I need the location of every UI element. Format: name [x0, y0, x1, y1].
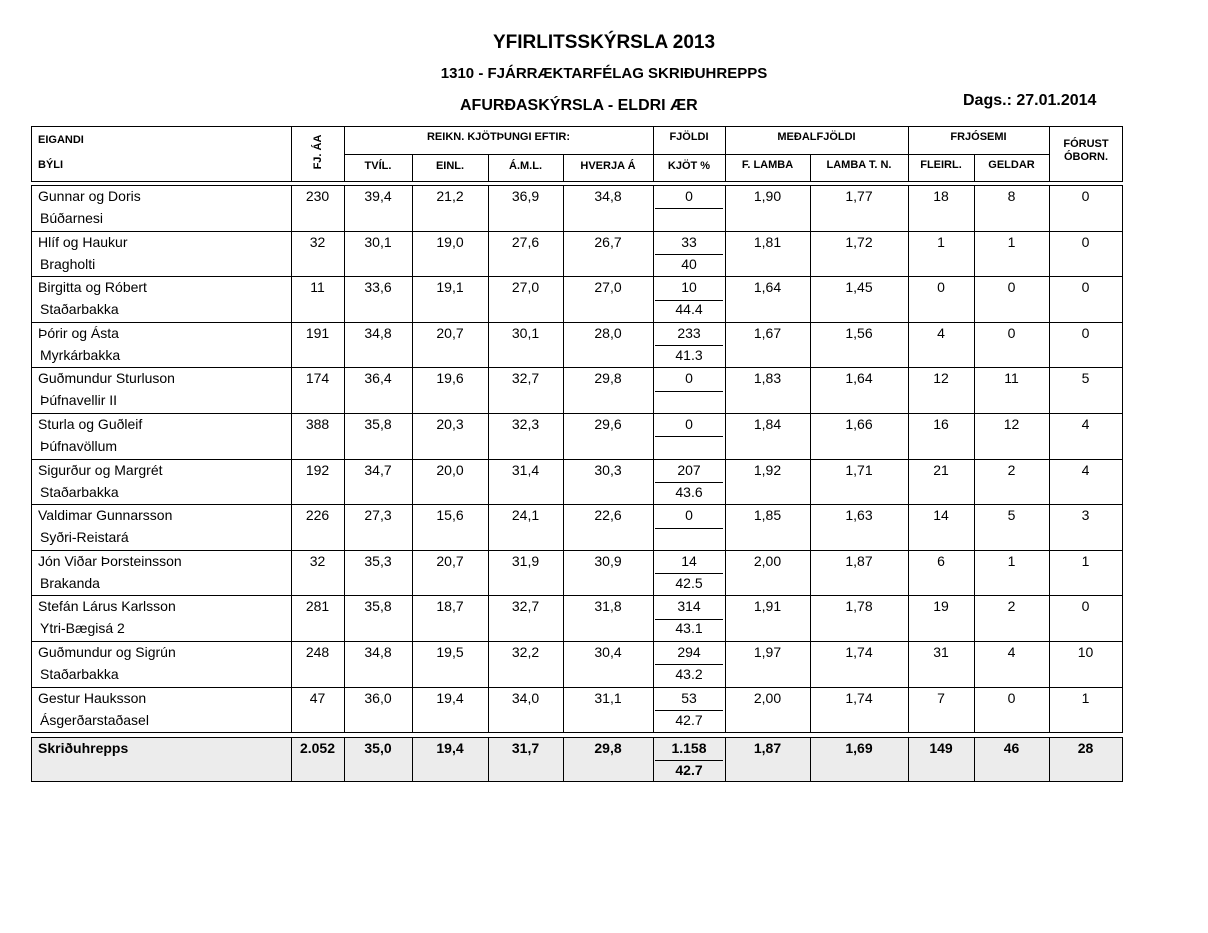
header-oborn: ÓBORN.	[1064, 151, 1108, 163]
divider	[655, 760, 723, 761]
report-date: Dags.: 27.01.2014	[963, 92, 1097, 109]
cell-hverja: 31,8	[594, 598, 622, 615]
header-aml: Á.M.L.	[509, 160, 542, 172]
cell-fj: 192	[305, 461, 330, 478]
header-lambatn: LAMBA T. N.	[826, 159, 892, 171]
owner-name: Guðmundur og Sigrún	[38, 644, 176, 660]
cell-hverja: 22,6	[594, 507, 622, 524]
cell-kjot: 42.5	[675, 574, 703, 591]
cell-geldar: 12	[1003, 416, 1020, 432]
cell-hverja: 30,4	[594, 644, 622, 660]
owner-name: Jón Viðar Þorsteinsson	[38, 552, 182, 569]
header-eigandi: EIGANDI	[38, 134, 84, 146]
divider	[655, 528, 723, 529]
cell-fjoldi: 14	[681, 552, 697, 569]
cell-aml: 32,3	[511, 416, 540, 432]
cell-tvil: 30,1	[364, 233, 392, 250]
cell-fj: 191	[305, 324, 330, 341]
cell-geldar: 4	[1007, 644, 1016, 660]
cell-forust: 0	[1081, 188, 1090, 204]
owner-name: Guðmundur Sturluson	[38, 370, 175, 387]
farm-name: Staðarbakka	[40, 483, 119, 500]
cell-flamba: 1,92	[753, 461, 782, 478]
divider	[655, 391, 723, 392]
farm-name: Staðarbakka	[40, 301, 119, 318]
cell-fleirl: 6	[937, 552, 945, 569]
cell-fj: 230	[305, 188, 330, 204]
cell-flamba: 1,90	[753, 188, 782, 204]
cell-fleirl: 7	[937, 689, 945, 706]
cell-einl: 15,6	[436, 507, 464, 524]
cell-geldar: 0	[1007, 689, 1016, 706]
cell-fjoldi: 0	[685, 188, 693, 204]
cell-hverja: 26,7	[594, 233, 622, 250]
cell-tvil: 35,3	[364, 552, 392, 569]
header-forust: FÓRUST	[1063, 138, 1109, 150]
farm-name: Syðri-Reistará	[40, 529, 129, 546]
farm-name: Myrkárbakka	[40, 346, 121, 363]
cell-lambatn: 1,64	[845, 370, 873, 387]
cell-fjoldi: 53	[681, 689, 697, 706]
cell-flamba: 1,81	[753, 233, 782, 250]
farm-name: Þúfnavöllum	[40, 438, 118, 454]
cell-fleirl: 14	[933, 507, 949, 524]
owner-name: Gunnar og Doris	[38, 188, 141, 204]
cell-flamba: 1,64	[753, 279, 782, 296]
cell-forust: 3	[1081, 507, 1090, 524]
farm-name: Ytri-Bægisá 2	[40, 620, 125, 637]
cell-tvil: 35,0	[364, 740, 392, 756]
cell-fj: 174	[305, 370, 330, 387]
cell-tvil: 34,8	[364, 324, 392, 341]
cell-geldar: 11	[1004, 370, 1019, 387]
owner-name: Birgitta og Róbert	[38, 279, 147, 296]
cell-tvil: 36,4	[364, 370, 392, 387]
cell-aml: 30,1	[511, 324, 540, 341]
cell-tvil: 36,0	[364, 689, 392, 706]
cell-einl: 20,3	[436, 416, 464, 432]
cell-einl: 20,7	[436, 324, 464, 341]
owner-name: Sturla og Guðleif	[38, 416, 143, 432]
cell-einl: 19,6	[436, 370, 464, 387]
cell-fj: 2.052	[299, 740, 336, 756]
cell-fj: 32	[309, 552, 326, 569]
cell-fleirl: 31	[933, 644, 949, 660]
cell-forust: 4	[1081, 461, 1090, 478]
header-kjot: KJÖT %	[667, 160, 711, 172]
cell-fj: 388	[305, 416, 330, 432]
cell-hverja: 31,1	[594, 689, 622, 706]
cell-lambatn: 1,71	[845, 461, 873, 478]
cell-fj: 226	[305, 507, 330, 524]
cell-fleirl: 4	[937, 324, 945, 341]
cell-fjoldi: 0	[685, 370, 693, 387]
cell-lambatn: 1,69	[845, 740, 873, 756]
cell-flamba: 2,00	[753, 552, 782, 569]
cell-fleirl: 149	[929, 740, 953, 756]
cell-fjoldi: 314	[677, 598, 701, 615]
cell-geldar: 1	[1007, 233, 1016, 250]
cell-flamba: 1,97	[753, 644, 782, 660]
cell-kjot: 43.2	[675, 666, 703, 682]
cell-kjot: 43.6	[675, 483, 703, 500]
cell-forust: 0	[1081, 233, 1090, 250]
cell-einl: 19,0	[436, 233, 464, 250]
report-subtitle: 1310 - FJÁRRÆKTARFÉLAG SKRIÐUHREPPS	[440, 65, 768, 82]
cell-forust: 10	[1077, 644, 1094, 660]
cell-lambatn: 1,63	[845, 507, 873, 524]
cell-kjot: 40	[681, 255, 697, 272]
owner-name: Sigurður og Margrét	[38, 461, 163, 478]
header-reikn: REIKN. KJÖTÞUNGI EFTIR:	[426, 131, 570, 143]
cell-tvil: 35,8	[364, 416, 392, 432]
cell-hverja: 30,9	[594, 552, 622, 569]
cell-kjot: 44.4	[675, 301, 703, 318]
header-byli: BÝLI	[38, 159, 64, 171]
owner-name: Stefán Lárus Karlsson	[38, 598, 176, 615]
cell-geldar: 2	[1007, 598, 1016, 615]
cell-forust: 1	[1081, 552, 1090, 569]
owner-name: Valdimar Gunnarsson	[38, 507, 173, 524]
cell-fleirl: 21	[933, 461, 949, 478]
farm-name: Ásgerðarstaðasel	[40, 711, 149, 728]
cell-einl: 21,2	[436, 188, 464, 204]
cell-flamba: 1,91	[753, 598, 782, 615]
cell-kjot: 41.3	[675, 346, 703, 363]
farm-name: Búðarnesi	[40, 210, 104, 226]
cell-hverja: 27,0	[594, 279, 622, 296]
farm-name: Þúfnavellir II	[40, 392, 118, 409]
cell-flamba: 1,87	[753, 740, 782, 756]
cell-aml: 27,6	[511, 233, 540, 250]
cell-fjoldi: 33	[681, 233, 697, 250]
cell-fleirl: 12	[933, 370, 949, 387]
owner-name: Gestur Hauksson	[38, 689, 147, 706]
report-title: YFIRLITSSKÝRSLA 2013	[492, 32, 716, 53]
cell-aml: 32,7	[511, 598, 540, 615]
cell-einl: 19,4	[436, 689, 464, 706]
owner-name: Hlíf og Haukur	[38, 233, 128, 250]
cell-fj: 32	[309, 233, 326, 250]
divider	[655, 208, 723, 209]
cell-fjoldi: 0	[685, 416, 693, 432]
cell-aml: 34,0	[511, 689, 540, 706]
cell-kjot: 42.7	[675, 762, 703, 778]
cell-hverja: 34,8	[594, 188, 622, 204]
cell-aml: 32,7	[511, 370, 540, 387]
cell-hverja: 30,3	[594, 461, 622, 478]
cell-fj: 11	[310, 279, 325, 296]
header-geldar: GELDAR	[988, 159, 1035, 171]
cell-tvil: 27,3	[364, 507, 392, 524]
cell-flamba: 2,00	[753, 689, 782, 706]
cell-forust: 0	[1081, 598, 1090, 615]
cell-hverja: 29,8	[594, 740, 622, 756]
cell-fleirl: 19	[933, 598, 949, 615]
cell-tvil: 35,8	[364, 598, 392, 615]
cell-fjoldi: 233	[677, 324, 701, 341]
cell-lambatn: 1,87	[845, 552, 873, 569]
cell-hverja: 29,8	[594, 370, 622, 387]
cell-kjot: 42.7	[675, 711, 703, 728]
cell-lambatn: 1,77	[845, 188, 873, 204]
cell-flamba: 1,67	[753, 324, 782, 341]
cell-flamba: 1,84	[753, 416, 782, 432]
cell-lambatn: 1,74	[845, 689, 873, 706]
cell-tvil: 39,4	[364, 188, 392, 204]
cell-geldar: 46	[1003, 740, 1020, 756]
cell-aml: 36,9	[511, 188, 540, 204]
divider	[344, 154, 1049, 155]
cell-forust: 5	[1081, 370, 1090, 387]
cell-einl: 19,1	[436, 279, 464, 296]
cell-forust: 28	[1077, 740, 1094, 756]
cell-fleirl: 1	[937, 233, 945, 250]
cell-lambatn: 1,45	[845, 279, 873, 296]
owner-name: Skriðuhrepps	[38, 740, 129, 756]
cell-tvil: 33,6	[364, 279, 392, 296]
divider	[655, 436, 723, 437]
header-medal: MEÐALFJÖLDI	[777, 131, 856, 143]
cell-aml: 27,0	[511, 279, 540, 296]
cell-forust: 0	[1081, 324, 1090, 341]
cell-hverja: 29,6	[594, 416, 622, 432]
header-hverja: HVERJA Á	[580, 160, 636, 172]
cell-geldar: 8	[1007, 188, 1016, 204]
cell-geldar: 5	[1007, 507, 1016, 524]
cell-aml: 31,9	[511, 552, 540, 569]
cell-fjoldi: 0	[685, 507, 693, 524]
cell-fleirl: 16	[933, 416, 949, 432]
cell-flamba: 1,85	[753, 507, 782, 524]
cell-lambatn: 1,74	[845, 644, 873, 660]
header-fj-aa: FJ. ÁA	[312, 134, 324, 170]
cell-lambatn: 1,56	[845, 324, 873, 341]
header-frjosemi: FRJÓSEMI	[950, 131, 1007, 143]
cell-flamba: 1,83	[753, 370, 782, 387]
cell-tvil: 34,8	[364, 644, 392, 660]
cell-tvil: 34,7	[364, 461, 392, 478]
header-flamba: F. LAMBA	[741, 159, 794, 171]
cell-geldar: 2	[1007, 461, 1016, 478]
cell-fjoldi: 294	[677, 644, 701, 660]
divider	[291, 126, 292, 182]
cell-lambatn: 1,78	[845, 598, 873, 615]
cell-aml: 24,1	[511, 507, 540, 524]
cell-einl: 20,0	[436, 461, 464, 478]
cell-kjot: 43.1	[675, 620, 703, 637]
cell-forust: 0	[1081, 279, 1090, 296]
farm-name: Staðarbakka	[40, 666, 119, 682]
owner-name: Þórir og Ásta	[38, 324, 119, 341]
cell-geldar: 1	[1007, 552, 1016, 569]
header-einl: EINL.	[435, 160, 465, 172]
cell-forust: 4	[1081, 416, 1090, 432]
cell-fj: 248	[305, 644, 330, 660]
header-tvil: TVÍL.	[364, 160, 392, 172]
farm-name: Brakanda	[40, 574, 100, 591]
cell-fleirl: 18	[933, 188, 949, 204]
cell-einl: 20,7	[436, 552, 464, 569]
cell-fj: 47	[309, 689, 326, 706]
cell-aml: 31,4	[511, 461, 540, 478]
cell-aml: 31,7	[511, 740, 540, 756]
header-fleirl: FLEIRL.	[920, 159, 962, 171]
cell-fjoldi: 1.158	[671, 740, 707, 756]
cell-lambatn: 1,66	[845, 416, 873, 432]
header-fjoldi: FJÖLDI	[669, 131, 709, 143]
cell-forust: 1	[1081, 689, 1090, 706]
cell-geldar: 0	[1007, 324, 1016, 341]
cell-fleirl: 0	[937, 279, 945, 296]
cell-einl: 18,7	[436, 598, 464, 615]
cell-einl: 19,5	[436, 644, 464, 660]
report-section: AFURÐASKÝRSLA - ELDRI ÆR	[460, 97, 698, 114]
cell-aml: 32,2	[511, 644, 540, 660]
cell-einl: 19,4	[436, 740, 464, 756]
cell-geldar: 0	[1007, 279, 1016, 296]
cell-fjoldi: 207	[677, 461, 701, 478]
cell-hverja: 28,0	[594, 324, 622, 341]
farm-name: Bragholti	[40, 255, 96, 272]
cell-fj: 281	[305, 598, 330, 615]
cell-fjoldi: 10	[681, 279, 697, 296]
cell-lambatn: 1,72	[845, 233, 873, 250]
